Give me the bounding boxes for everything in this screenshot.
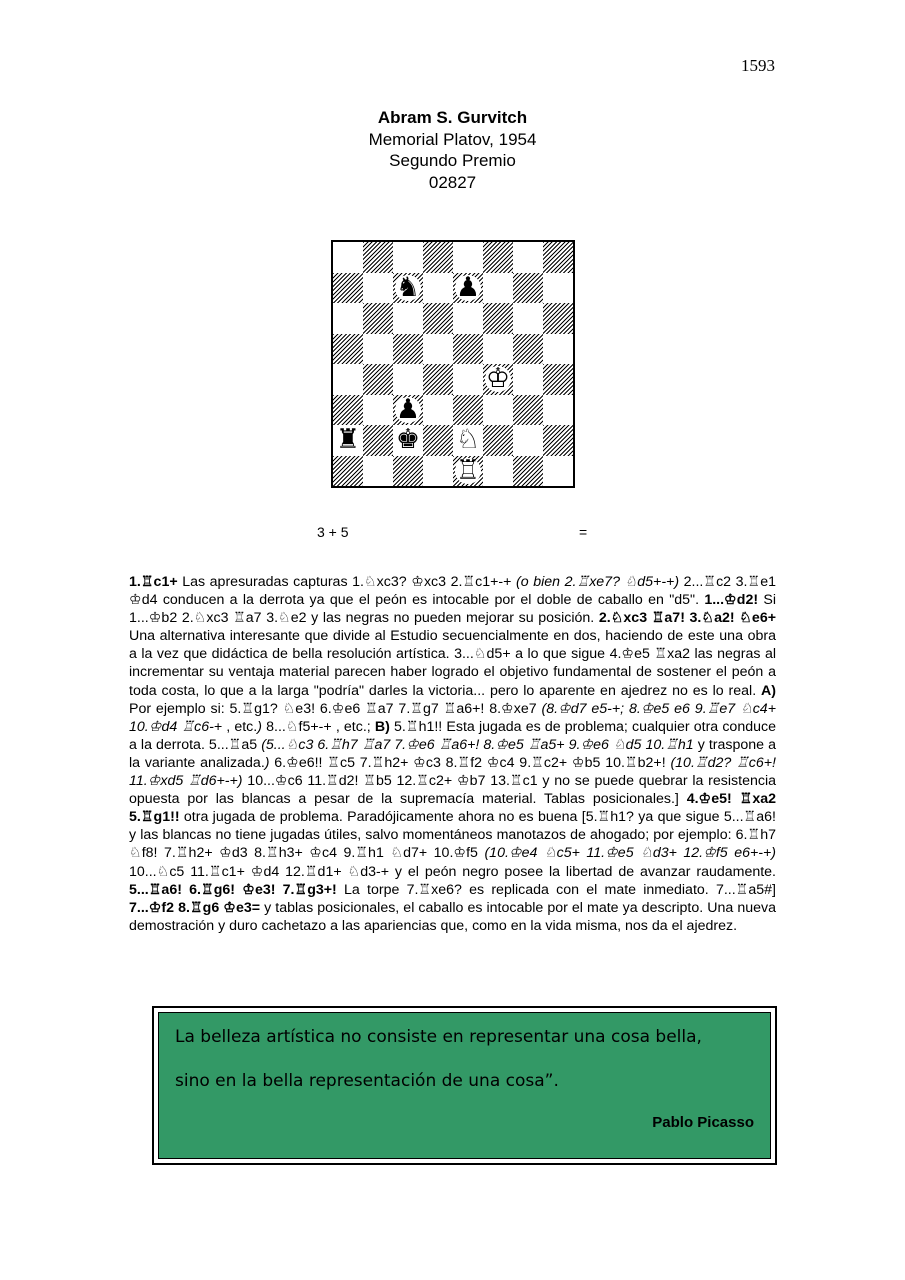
square-a4	[333, 364, 363, 395]
material-count: 3 + 5	[317, 524, 349, 540]
square-e5	[453, 334, 483, 365]
square-h4	[543, 364, 573, 395]
square-c4	[393, 364, 423, 395]
square-f3	[483, 395, 513, 426]
square-d2	[423, 425, 453, 456]
black-pawn-c3	[393, 395, 423, 425]
square-h2	[543, 425, 573, 456]
square-d6	[423, 303, 453, 334]
white-rook-e1	[453, 456, 483, 486]
black-knight-icon: ♞	[395, 271, 421, 303]
square-d4	[423, 364, 453, 395]
square-g1	[513, 456, 543, 487]
black-rook-a2	[333, 425, 363, 455]
square-e6	[453, 303, 483, 334]
square-a8	[333, 242, 363, 273]
black-rook-icon: ♜	[335, 424, 361, 455]
solution-text	[129, 573, 776, 935]
square-a7	[333, 273, 363, 304]
square-d5	[423, 334, 453, 365]
square-h5	[543, 334, 573, 365]
square-h3	[543, 395, 573, 426]
square-e3	[453, 395, 483, 426]
solution-paragraph: 1.♖c1+ Las apresuradas capturas 1.♘xc3? ♔xc3 2.♖c1+-+ (o bien 2.♖xe7? ♘d5+-+) 2...♖c2 3.♖e1 ♔d4 conducen a la derrota ya que el peón es intocable por el doble de caballo en "d5". 1...♔d2! Si 1...♔b2 2.♘xc3 ♖a7 3.♘e2 y las negras no pueden mejorar su posición. 2.♘xc3 ♖a7! 3.♘a2! ♘e6+ Una alternativa interesante que divide al Estudio secuencialmente en dos, haciendo de este una obra a la vez que didáctica de bella resolución artística. 3...♘d5+ a lo que sigue 4.♔e5 ♖xa2 las negras al incrementar su ventaja material parecen haber logrado el objetivo fundamental de sostener el peón a toda costa, lo que a la larga "podría" darles la victoria... pero lo aparente en ajedrez no es lo real. A) Por ejemplo si: 5.♖g1? ♘e3! 6.♔e6 ♖a7 7.♖g7 ♖a6+! 8.♔xe7 (8.♔d7 e5-+; 8.♔e5 e6 9.♖e7 ♘c4+ 10.♔d4 ♖c6-+ , etc.) 8...♘f5+-+ , etc.; B) 5.♖h1!! Esta jugada es de problema; cualquier otra conduce a la derrota. 5...♖a5 (5...♘c3 6.♖h7 ♖a7 7.♔e6 ♖a6+! 8.♔e5 ♖a5+ 9.♔e6 ♘d5 10.♖h1 y traspone a la variante analizada.) 6.♔e6!! ♖c5 7.♖h2+ ♔c3 8.♖f2 ♔c4 9.♖c2+ ♔b5 10.♖b2+! (10.♖d2? ♖c6+! 11.♔xd5 ♖d6+-+) 10...♔c6 11.♖d2! ♖b5 12.♖c2+ ♔b7 13.♖c1 y no se puede quebrar la resistencia opuesta por las blancas a pesar de la supremacía material. Tablas posicionales.] 4.♔e5! ♖xa2 5.♖g1!! otra jugada de problema. Paradójicamente ahora no es buena [5.♖h1? ya que sigue 5...♖a6! y las blancas no tiene jugadas útiles, salvo momentáneos manotazos de ahogado; por ejemplo: 6.♖h7 ♘f8! 7.♖h2+ ♔d3 8.♖h3+ ♔c4 9.♖h1 ♘d7+ 10.♔f5 (10.♔e4 ♘c5+ 11.♔e5 ♘d3+ 12.♔f5 e6+-+) 10...♘c5 11.♖c1+ ♔d4 12.♖d1+ ♘d3-+ y el peón negro posee la libertad de avanzar raudamente. 5...♖a6! 6.♖g6! ♔e3! 7.♖g3+! La torpe 7.♖xe6? es replicada con el mate inmediato. 7...♖a5#] 7...♔f2 8.♖g6 ♔e3= y tablas posicionales, el caballo es intocable por el mate ya descripto. Una nueva demostración y duro cachetazo a las apariencias que, como en la vida misma, nos da el ajedrez.	[129, 574, 777, 934]
white-knight-icon: ♘	[455, 424, 481, 455]
square-b7	[363, 273, 393, 304]
square-d1	[423, 456, 453, 487]
square-f1	[483, 456, 513, 487]
square-a5	[333, 334, 363, 365]
square-b1	[363, 456, 393, 487]
study-header	[0, 107, 905, 193]
study-author: Abram S. Gurvitch	[377, 108, 528, 127]
square-b3	[363, 395, 393, 426]
square-b6	[363, 303, 393, 334]
square-g3	[513, 395, 543, 426]
black-pawn-icon: ♟	[455, 271, 481, 303]
quote-panel	[158, 1012, 771, 1159]
study-award: Segundo Premio	[389, 151, 516, 170]
square-d3	[423, 395, 453, 426]
square-h7	[543, 273, 573, 304]
square-b8	[363, 242, 393, 273]
square-e8	[453, 242, 483, 273]
square-f7	[483, 273, 513, 304]
black-king-icon: ♚	[395, 424, 421, 455]
square-b2	[363, 425, 393, 456]
square-h8	[543, 242, 573, 273]
square-c1	[393, 456, 423, 487]
square-c8	[393, 242, 423, 273]
square-g4	[513, 364, 543, 395]
square-h1	[543, 456, 573, 487]
square-f8	[483, 242, 513, 273]
quote-line-1: La belleza artística no consiste en representar una cosa bella,	[175, 1027, 702, 1047]
square-a1	[333, 456, 363, 487]
square-g6	[513, 303, 543, 334]
square-b5	[363, 334, 393, 365]
square-a6	[333, 303, 363, 334]
square-g7	[513, 273, 543, 304]
quote-line-2: sino en la bella representación de una cosa”.	[175, 1071, 559, 1091]
study-evaluation: =	[579, 524, 588, 540]
square-g5	[513, 334, 543, 365]
square-f5	[483, 334, 513, 365]
white-knight-e2	[453, 425, 483, 455]
quote-author: Pablo Picasso	[652, 1114, 754, 1131]
page-number: 1593	[741, 56, 775, 75]
black-pawn-e7	[453, 273, 483, 303]
square-a3	[333, 395, 363, 426]
square-c5	[393, 334, 423, 365]
quote-box	[152, 1006, 777, 1165]
black-knight-c7	[393, 273, 423, 303]
black-king-c2	[393, 425, 423, 455]
square-g2	[513, 425, 543, 456]
square-e4	[453, 364, 483, 395]
white-king-icon: ♔	[485, 363, 511, 394]
square-h6	[543, 303, 573, 334]
study-number: 02827	[428, 172, 477, 192]
white-rook-icon: ♖	[455, 454, 481, 486]
white-king-f4	[483, 364, 513, 394]
black-pawn-icon: ♟	[395, 393, 421, 425]
square-c6	[393, 303, 423, 334]
square-g8	[513, 242, 543, 273]
square-d8	[423, 242, 453, 273]
square-f6	[483, 303, 513, 334]
study-tourney: Memorial Platov, 1954	[368, 129, 537, 149]
chess-diagram	[331, 240, 575, 488]
square-d7	[423, 273, 453, 304]
square-f2	[483, 425, 513, 456]
square-b4	[363, 364, 393, 395]
